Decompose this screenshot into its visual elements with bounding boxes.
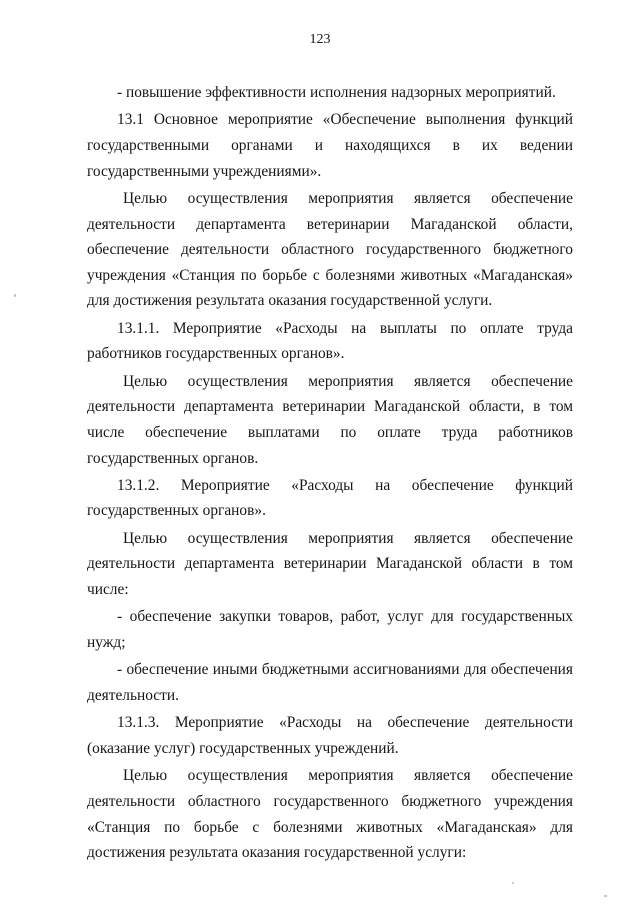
scan-speck — [14, 294, 16, 297]
paragraph-13-1-1-goal: Целью осуществления мероприятия является обеспечение деятельности департамента ветеринарии Магаданской области, в том числе обеспечение выплатами по оплате труда работников государственных органов. — [87, 372, 573, 467]
scan-speck — [604, 895, 607, 897]
paragraph-13-1-3: 13.1.3. Мероприятие «Расходы на обеспечение деятельности (оказание услуг) государственных учреждений. — [87, 714, 573, 758]
paragraph-appropriations: - обеспечение иными бюджетными ассигнованиями для обеспечения деятельности. — [87, 661, 573, 705]
paragraph-13-1-2-goal: Целью осуществления мероприятия является обеспечение деятельности департамента ветеринарии Магаданской области в том числе: — [87, 529, 573, 599]
document-body — [87, 80, 573, 868]
paragraph-13-1-3-goal: Целью осуществления мероприятия является обеспечение деятельности областного государственного бюджетного учреждения «Станция по борьбе с болезнями животных «Магаданская» для достижения результата оказания государственной услуги: — [87, 767, 573, 862]
paragraph-13-1: 13.1 Основное мероприятие «Обеспечение выполнения функций государственными органами и находящихся в их ведении государственными учреждениями». — [87, 111, 573, 180]
scan-speck — [512, 882, 514, 884]
paragraph-13-1-1: 13.1.1. Мероприятие «Расходы на выплаты по оплате труда работников государственных органов». — [87, 319, 573, 363]
paragraph-13-1-goal: Целью осуществления мероприятия является обеспечение деятельности департамента ветеринарии Магаданской области, обеспечение деятельности областного государственного бюджетного учреждения «Станция по борьбе с болезнями животных «Магаданская» для достижения результата оказания государственной услуги. — [87, 189, 573, 310]
page-number: 123 — [309, 32, 331, 47]
paragraph-procurement: - обеспечение закупки товаров, работ, услуг для государственных нужд; — [87, 608, 573, 652]
paragraph-13-1-2: 13.1.2. Мероприятие «Расходы на обеспечение функций государственных органов». — [87, 476, 573, 520]
paragraph-efficiency: - повышение эффективности исполнения надзорных мероприятий. — [117, 84, 556, 101]
